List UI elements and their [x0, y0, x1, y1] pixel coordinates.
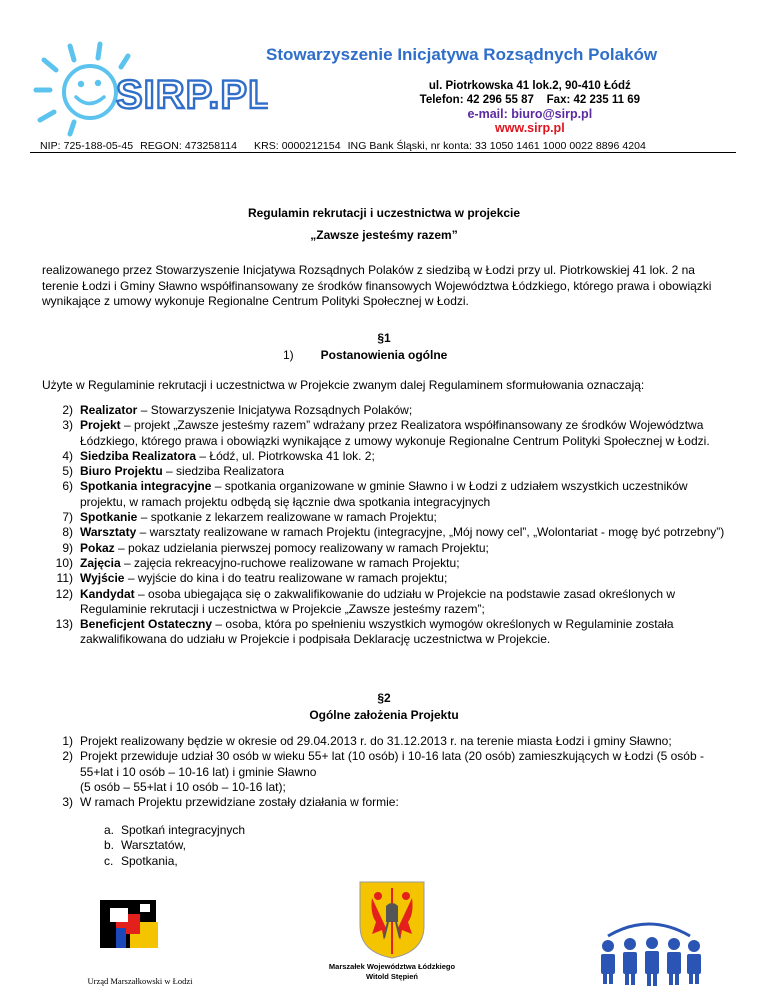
definition-term: Projekt	[80, 418, 121, 433]
assumption-number: 1)	[62, 734, 73, 748]
definition-item	[42, 587, 732, 618]
marszalek-logo	[312, 878, 472, 990]
definition-text: – wyjście do kina i do teatru realizowane w ramach projektu;	[124, 571, 448, 586]
definition-term: Warsztaty	[80, 525, 137, 540]
form-letter: c.	[104, 853, 114, 868]
section-1-item-number: 1)	[283, 348, 294, 362]
bank-account: ING Bank Śląski, nr konta: 33 1050 1461 1000 0022 8896 4204	[347, 140, 646, 152]
intro-paragraph: realizowanego przez Stowarzyszenie Inicjatywa Rozsądnych Polaków z siedzibą w Łodzi przy ul. Piotrkowskiej 41 lok. 2 na terenie Łodzi i Gminy Sławno współfinansowany ze środków finansowych Województwa Łódzkiego, którego prawa i obowiązki wynikające z umowy wykonuje Regionalne Centrum Polityki Społecznej w Łodzi.	[42, 263, 712, 308]
definition-number: 2)	[62, 403, 73, 417]
website-link[interactable]: www.sirp.pl	[494, 121, 565, 135]
assumption-item	[42, 795, 732, 810]
assumption-text: Projekt realizowany będzie w okresie od 29.04.2013 r. do 31.12.2013 r. na terenie miasta Łodzi i gminy Sławno;	[80, 734, 672, 748]
section-2-sign: §2	[377, 691, 391, 705]
krs-number: KRS: 0000212154	[254, 140, 341, 152]
definition-item	[42, 449, 732, 464]
form-text: Spotkania,	[121, 853, 178, 868]
definition-number: 7)	[62, 510, 73, 525]
definition-number: 3)	[62, 418, 73, 433]
definition-number: 8)	[62, 525, 73, 540]
definition-term: Pokaz	[80, 540, 115, 555]
definition-item	[42, 556, 732, 571]
definition-number: 6)	[62, 479, 73, 494]
definition-term: Biuro Projektu	[80, 464, 163, 479]
definition-term: Zajęcia	[80, 555, 121, 570]
definition-text: – pokaz udzielania pierwszej pomocy realizowany w ramach Projektu;	[114, 540, 489, 555]
definition-text: – projekt „Zawsze jesteśmy razem” wdrażany przez Realizatora współfinansowany ze środków Województwa Łódzkiego, którego prawa i obowiązki wynikające z umowy wykonuje Regionalne Centrum Polityki Społecznej w Łodzi.	[80, 418, 710, 448]
header-divider	[30, 152, 736, 153]
definition-item	[42, 418, 732, 449]
section-1-sign: §1	[377, 331, 391, 345]
marszalek-name: Witold Stępień	[365, 972, 418, 981]
marszalek-caption: Marszałek Województwa Łódzkiego	[328, 962, 456, 971]
sirp-logo-wordmark: SIRP.PL	[116, 73, 268, 117]
definition-number: 10)	[55, 555, 73, 570]
sirp-logo	[28, 38, 268, 138]
definition-number: 12)	[55, 586, 73, 601]
contact-block	[420, 79, 640, 135]
address-line: ul. Piotrkowska 41 lok.2, 90-410 Łódź	[428, 80, 631, 92]
definition-item	[42, 617, 732, 648]
definition-text: – spotkania organizowane w gminie Sławno i w Łodzi z udziałem wszystkich uczestników projektu, w ramach projektu odbędą się łącznie dwa spotkania integracyjnych	[80, 479, 688, 509]
definition-item	[42, 571, 732, 586]
document-title: Regulamin rekrutacji i uczestnictwa w projekcie	[247, 206, 521, 220]
definition-item	[42, 464, 732, 479]
definition-text: – osoba, która po spełnieniu wszystkich wymogów określonych w Regulaminie została zakwalifikowana do udziału w Projekcie i podpisała Deklarację uczestnictwa w Projekcie.	[80, 617, 674, 647]
project-name: „Zawsze jesteśmy razem”	[310, 228, 458, 242]
definition-term: Wyjście	[80, 571, 125, 586]
form-item	[104, 823, 245, 838]
definition-text: – Łódź, ul. Piotrkowska 41 lok. 2;	[196, 448, 375, 463]
section-2-list	[42, 734, 732, 810]
definition-term: Spotkania integracyjne	[80, 479, 212, 494]
regon-number: REGON: 473258114	[140, 140, 238, 152]
umwl-logo	[80, 880, 200, 990]
definition-number: 13)	[55, 617, 73, 632]
definition-term: Spotkanie	[80, 510, 138, 525]
definition-number: 4)	[62, 448, 73, 463]
form-item	[104, 854, 245, 869]
assumption-item	[42, 734, 732, 749]
form-item	[104, 838, 245, 853]
section-2-heading: Ogólne założenia Projektu	[309, 708, 459, 722]
phone-fax-line: Telefon: 42 296 55 87 Fax: 42 235 11 69	[419, 94, 640, 106]
email-link[interactable]: e-mail: biuro@sirp.pl	[467, 107, 593, 121]
definition-number: 9)	[62, 540, 73, 555]
section-1-heading: Postanowienia ogólne	[320, 348, 448, 362]
people-logo	[594, 918, 704, 988]
assumption-text: W ramach Projektu przewidziane zostały działania w formie:	[80, 795, 399, 810]
definition-text: – warsztaty realizowane w ramach Projektu (integracyjne, „Mój nowy cel”, „Wolontariat - mogę być potrzebny”)	[136, 525, 725, 540]
assumption-item	[42, 749, 732, 795]
assumption-number: 3)	[62, 795, 73, 810]
definitions-list	[42, 403, 732, 648]
definition-text: – Stowarzyszenie Inicjatywa Rozsądnych Polaków;	[137, 403, 413, 417]
form-letter: a.	[104, 823, 115, 837]
definition-term: Realizator	[80, 403, 138, 417]
definition-text: – spotkanie z lekarzem realizowane w ramach Projektu;	[137, 510, 437, 525]
nip-number: NIP: 725-188-05-45	[40, 140, 134, 152]
definition-text: – zajęcia rekreacyjno-ruchowe realizowane w ramach Projektu;	[120, 555, 460, 570]
definition-number: 5)	[62, 464, 73, 479]
section-1-lead: Użyte w Regulaminie rekrutacji i uczestnictwa w Projekcie zwanym dalej Regulaminem sformułowania oznaczają:	[42, 378, 645, 392]
form-text: Spotkań integracyjnych	[121, 823, 246, 837]
definition-item	[42, 541, 732, 556]
definition-term: Siedziba Realizatora	[80, 448, 197, 463]
definition-term: Beneficjent Ostateczny	[80, 617, 213, 632]
assumption-text: Projekt przewiduje udział 30 osób w wieku 55+ lat (10 osób) i 10-16 lata (20 osób) zamieszkujących w Łodzi (5 osób - 55+lat i 10 osób – 10-16 lat) i gminie Sławno	[80, 749, 704, 779]
forms-list	[104, 823, 245, 869]
organization-name: Stowarzyszenie Inicjatywa Rozsądnych Polaków	[266, 45, 658, 64]
definition-item	[42, 525, 732, 540]
definition-term: Kandydat	[80, 586, 135, 601]
form-letter: b.	[104, 838, 115, 853]
definition-item	[42, 403, 732, 418]
definition-item	[42, 510, 732, 525]
umwl-caption: Urząd Marszałkowski w Łodzi	[87, 976, 193, 986]
definition-item	[42, 479, 732, 510]
form-text: Warsztatów,	[121, 838, 186, 853]
definition-number: 11)	[56, 571, 73, 586]
definition-text: – osoba ubiegająca się o zakwalifikowanie do udziału w Projekcie na podstawie zasad określonych w Regulaminie rekrutacji i uczestnictwa w Projekcie „Zawsze jesteśmy razem”;	[80, 586, 675, 616]
definition-text: – siedziba Realizatora	[162, 464, 285, 479]
registration-line	[40, 140, 646, 152]
assumption-extra: (5 osób – 55+lat i 10 osób – 10-16 lat);	[80, 779, 286, 794]
assumption-number: 2)	[62, 749, 73, 764]
